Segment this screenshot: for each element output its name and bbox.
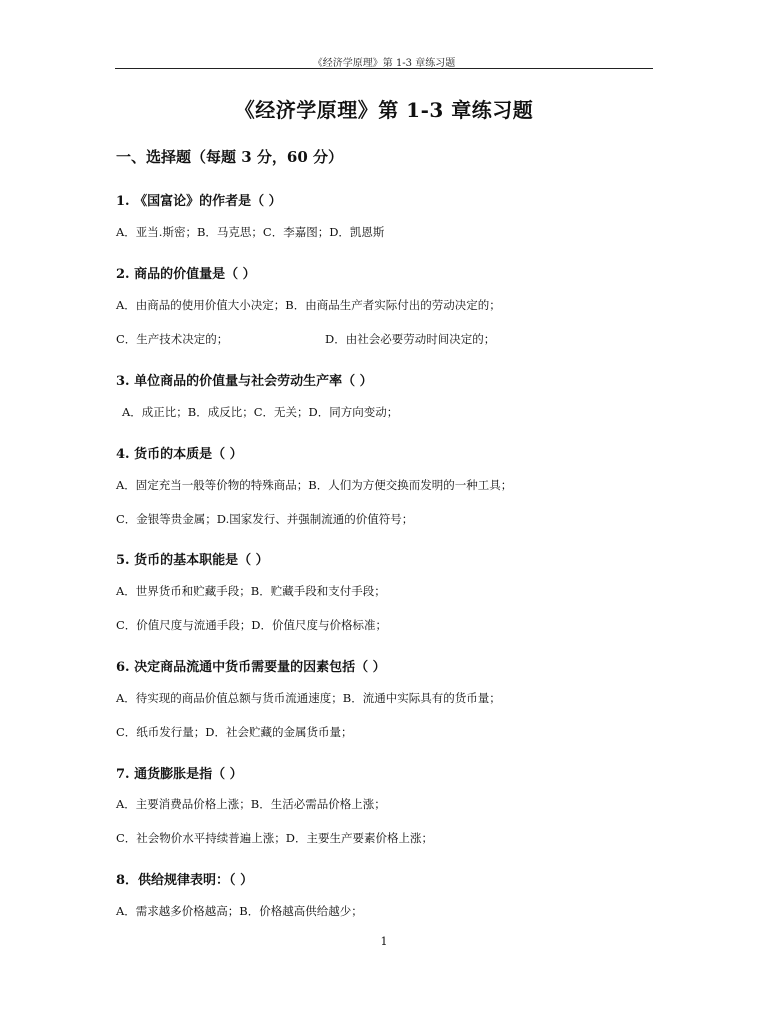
question-4: 4. 货币的本质是（ ） — [116, 447, 243, 462]
question-4-options-line-1: A．固定充当一般等价物的特殊商品；B．人们为方便交换而发明的一种工具； — [116, 478, 513, 492]
question-1-options: A．亚当.斯密；B．马克思；C．李嘉图；D．凯恩斯 — [116, 225, 385, 239]
running-header: 《经济学原理》第 1-3 章练习题 — [312, 58, 456, 69]
question-2-options-line-2a: C．生产技术决定的； — [116, 332, 229, 346]
question-5-options-line-2: C．价值尺度与流通手段；D．价值尺度与价格标准； — [116, 618, 388, 632]
document-title: 《经济学原理》第 1-3 章练习题 — [234, 98, 534, 122]
question-3: 3. 单位商品的价值量与社会劳动生产率（ ） — [116, 374, 373, 389]
question-6: 6. 决定商品流通中货币需要量的因素包括（ ） — [116, 660, 386, 675]
question-8-options: A．需求越多价格越高；B．价格越高供给越少； — [116, 904, 363, 918]
question-7: 7. 通货膨胀是指（ ） — [116, 767, 243, 782]
question-2-options-line-2b: D．由社会必要劳动时间决定的； — [325, 332, 496, 346]
question-3-options: A．成正比；B．成反比；C．无关；D．同方向变动； — [122, 405, 399, 419]
question-8: 8．供给规律表明：（ ） — [116, 873, 254, 888]
page-number: 1 — [380, 935, 388, 948]
header-rule — [115, 68, 653, 69]
question-6-options-line-1: A．待实现的商品价值总额与货币流通速度；B．流通中实际具有的货币量； — [116, 691, 501, 705]
question-5: 5. 货币的基本职能是（ ） — [116, 553, 269, 568]
question-4-options-line-2: C．金银等贵金属；D.国家发行、并强制流通的价值符号； — [116, 512, 414, 526]
question-2-options-line-1: A．由商品的使用价值大小决定；B．由商品生产者实际付出的劳动决定的； — [116, 298, 501, 312]
section-heading: 一、选择题（每题 3 分，60 分） — [116, 148, 343, 166]
question-7-options-line-1: A．主要消费品价格上涨；B．生活必需品价格上涨； — [116, 797, 386, 811]
question-2: 2. 商品的价值量是（ ） — [116, 267, 256, 282]
question-6-options-line-2: C．纸币发行量；D．社会贮藏的金属货币量； — [116, 725, 353, 739]
question-5-options-line-1: A．世界货币和贮藏手段；B．贮藏手段和支付手段； — [116, 584, 386, 598]
question-1: 1. 《国富论》的作者是（ ） — [116, 194, 282, 209]
question-7-options-line-2: C．社会物价水平持续普遍上涨；D．主要生产要素价格上涨； — [116, 831, 434, 845]
